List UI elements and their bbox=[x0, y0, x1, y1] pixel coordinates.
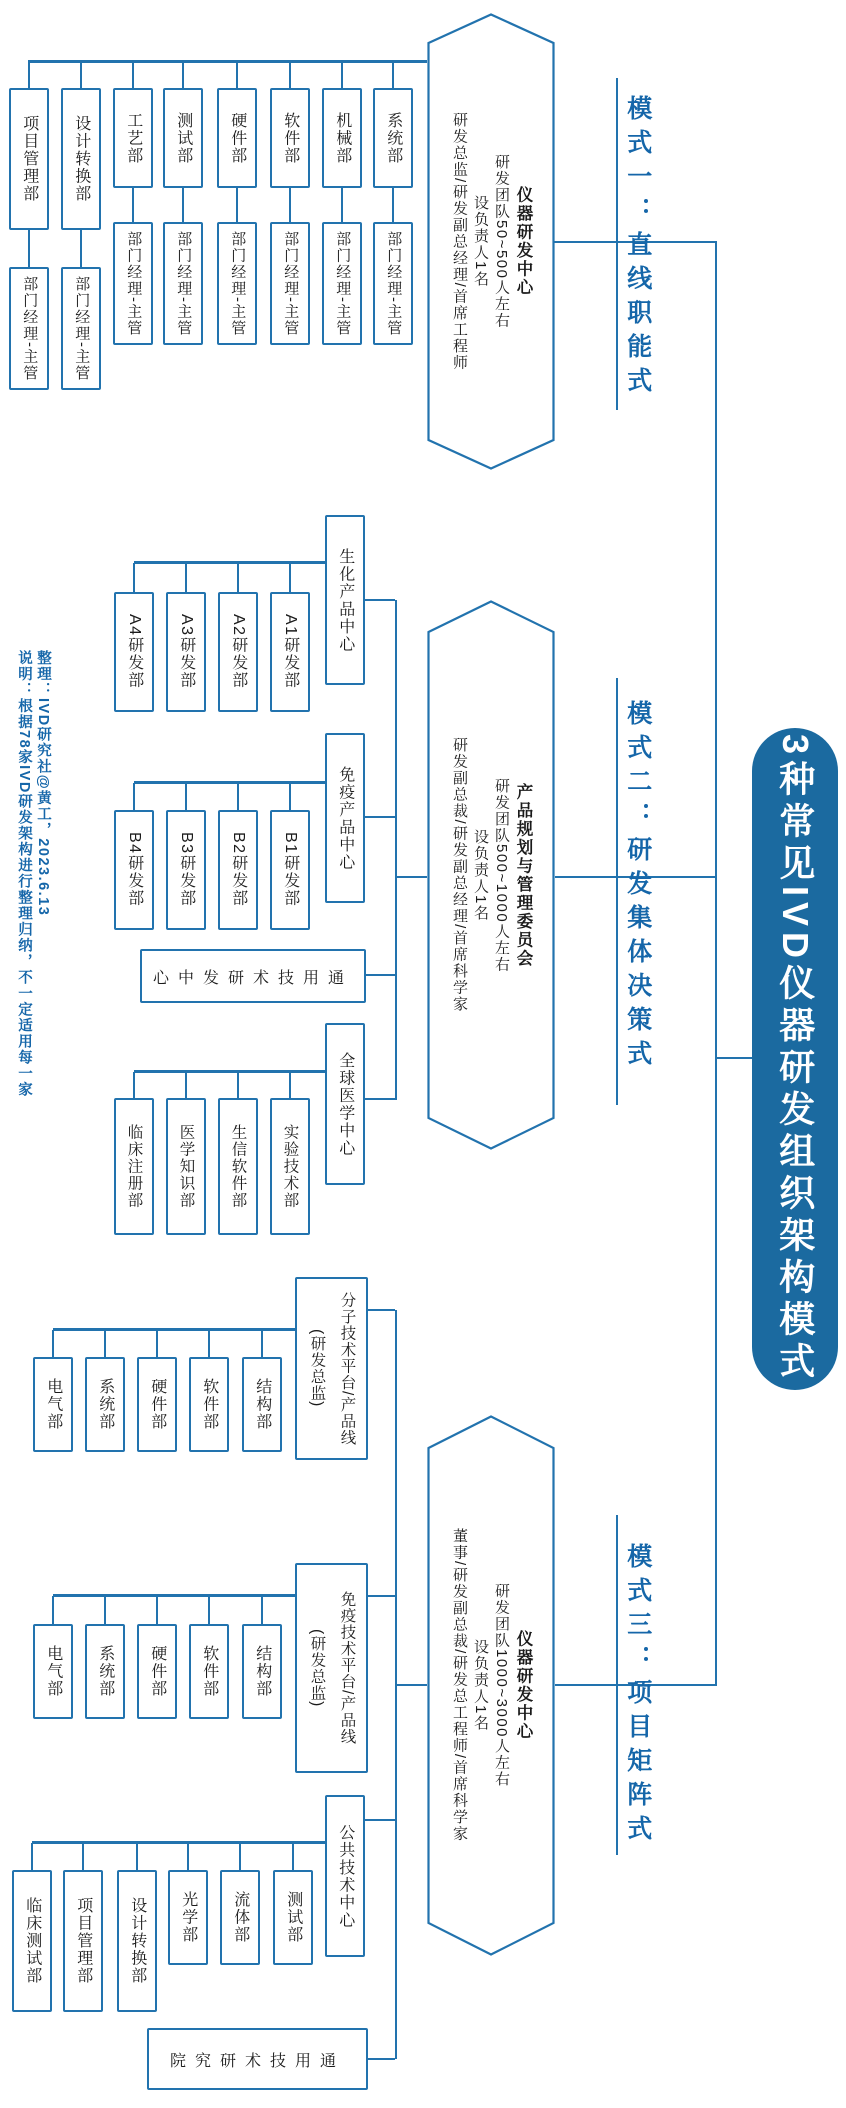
m1-child-line bbox=[132, 187, 134, 223]
m2-bus-line bbox=[395, 600, 397, 1100]
m3-dept-box-1-4 bbox=[33, 1624, 73, 1719]
m1-drop-line bbox=[132, 61, 134, 89]
hexagon-text-line: 研发总监/研发副总经理/首席工程师 bbox=[451, 112, 468, 371]
box-label: 软件部 bbox=[200, 1378, 218, 1431]
m1-drop-line bbox=[28, 61, 30, 89]
box-label: 结构部 bbox=[253, 1645, 271, 1698]
box-label: 免疫技术平台/产品线 bbox=[338, 1591, 356, 1745]
m3-drop-line bbox=[239, 1843, 241, 1870]
mode1-hexagon bbox=[427, 13, 555, 470]
mode2-label bbox=[620, 700, 654, 1080]
m2-dept-box-1-2 bbox=[166, 810, 206, 930]
box-label: 电气部 bbox=[44, 1378, 62, 1431]
box-label: 软件部 bbox=[281, 111, 299, 165]
mode3-hexagon bbox=[427, 1415, 555, 1956]
m3-dept-box-1-2 bbox=[137, 1624, 177, 1719]
m2-dept-box-0-1 bbox=[218, 592, 258, 712]
m1-drop-line bbox=[236, 61, 238, 89]
m3-drop-line bbox=[104, 1330, 106, 1357]
box-label: 设计转换部 bbox=[128, 1897, 146, 1985]
m2-center-box-3 bbox=[325, 1023, 365, 1185]
m3-hex-stub-line bbox=[395, 1684, 427, 1686]
m3-dept-box-2-1 bbox=[220, 1870, 260, 1965]
m3-drop-line bbox=[208, 1330, 210, 1357]
box-label: 通用技术研究院 bbox=[169, 2052, 345, 2070]
m1-manager-box-6 bbox=[61, 267, 101, 390]
hexagon-text-line: 研发团队50~500人左右 bbox=[493, 154, 510, 329]
m1-drop-line bbox=[80, 61, 82, 89]
box-label: 部门经理-主管 bbox=[73, 275, 91, 382]
box-label: 项目管理部 bbox=[74, 1897, 92, 1985]
box-label: 部门经理-主管 bbox=[21, 275, 39, 382]
box-label: B4研发部 bbox=[125, 832, 143, 908]
note-line: 整理：IVD研究社@黄工，2023.6.13 bbox=[35, 650, 51, 917]
spine-line bbox=[715, 242, 717, 1686]
box-label: 硬件部 bbox=[148, 1378, 166, 1431]
m3-platform-stub-line bbox=[365, 1819, 395, 1821]
m1-manager-box-2 bbox=[270, 222, 310, 345]
m2-label-underline bbox=[616, 678, 618, 1105]
m3-drop-line bbox=[31, 1843, 33, 1870]
m2-hex-stub-line bbox=[395, 876, 427, 878]
box-label: 系统部 bbox=[96, 1645, 114, 1698]
m3-label-underline bbox=[616, 1515, 618, 1855]
m1-manager-box-7 bbox=[9, 267, 49, 390]
m2-dept-box-3-0 bbox=[270, 1098, 310, 1235]
box-label: 设计转换部 bbox=[72, 115, 90, 203]
m2-drop-line bbox=[289, 783, 291, 810]
m1-drop-line bbox=[289, 61, 291, 89]
m1-label-underline bbox=[616, 78, 618, 410]
box-label: 公共技术中心 bbox=[336, 1823, 354, 1929]
m3-platform-stub-line bbox=[368, 2058, 395, 2060]
m3-row-bus-line bbox=[32, 1841, 325, 1844]
m3-row-bus-line bbox=[53, 1328, 295, 1331]
m2-drop-line bbox=[185, 563, 187, 592]
hexagon-text-line: 产品规划与管理委员会 bbox=[514, 782, 532, 968]
box-label: A4研发部 bbox=[125, 614, 143, 690]
mode3-label bbox=[620, 1543, 654, 1849]
m3-dept-box-0-0 bbox=[242, 1357, 282, 1452]
m1-dept-box-6 bbox=[61, 88, 101, 230]
m3-dept-box-2-0 bbox=[273, 1870, 313, 1965]
m2-dept-box-3-3 bbox=[114, 1098, 154, 1235]
box-label: 部门经理-主管 bbox=[282, 230, 300, 337]
box-label: 全球医学中心 bbox=[336, 1051, 354, 1157]
m2-drop-line bbox=[237, 783, 239, 810]
hexagon-text-line: 研发团队1000~3000人左右 bbox=[493, 1583, 510, 1788]
m2-dept-box-3-2 bbox=[166, 1098, 206, 1235]
m1-bus-line bbox=[28, 60, 427, 63]
m1-child-line bbox=[392, 187, 394, 223]
box-label: 部门经理-主管 bbox=[125, 230, 143, 337]
box-label: 硬件部 bbox=[148, 1645, 166, 1698]
m3-dept-box-1-1 bbox=[189, 1624, 229, 1719]
m2-drop-line bbox=[237, 1072, 239, 1098]
m3-dept-box-0-1 bbox=[189, 1357, 229, 1452]
m3-platform-stub-line bbox=[368, 1309, 395, 1311]
m2-dept-box-0-0 bbox=[270, 592, 310, 712]
m3-drop-line bbox=[292, 1843, 294, 1870]
m3-platform-box-0 bbox=[295, 1277, 368, 1460]
m1-manager-box-1 bbox=[322, 222, 362, 345]
box-label: 结构部 bbox=[253, 1378, 271, 1431]
m1-dept-box-7 bbox=[9, 88, 49, 230]
hexagon-text-line: 研发团队500~1000人左右 bbox=[493, 777, 510, 973]
box-label: 生化产品中心 bbox=[336, 547, 354, 653]
box-label: 机械部 bbox=[333, 111, 351, 165]
m2-drop-line bbox=[289, 563, 291, 592]
m1-child-line bbox=[80, 229, 82, 268]
m3-platform-stub-line bbox=[368, 1595, 395, 1597]
m3-dept-box-0-3 bbox=[85, 1357, 125, 1452]
m2-drop-line bbox=[185, 1072, 187, 1098]
box-label: 软件部 bbox=[200, 1645, 218, 1698]
m1-drop-line bbox=[341, 61, 343, 89]
m2-drop-line bbox=[133, 783, 135, 810]
box-label: (研发总监) bbox=[308, 1329, 326, 1408]
m1-dept-box-0 bbox=[373, 88, 413, 188]
main-title: 3种常见IVD仪器研发组织架构模式 bbox=[774, 733, 816, 1385]
m3-dept-box-0-4 bbox=[33, 1357, 73, 1452]
hexagon-text-line: 仪器研发中心 bbox=[514, 186, 532, 297]
m2-row-bus-line bbox=[134, 781, 325, 784]
hexagon-text-line: 设负责人1名 bbox=[472, 828, 489, 922]
m3-dept-box-1-0 bbox=[242, 1624, 282, 1719]
box-label: 临床测试部 bbox=[23, 1897, 41, 1985]
m2-center-box-2 bbox=[140, 949, 366, 1003]
m1-manager-box-3 bbox=[217, 222, 257, 345]
box-label: B2研发部 bbox=[229, 832, 247, 908]
m3-dept-box-2-5 bbox=[12, 1870, 52, 2012]
m1-child-line bbox=[182, 187, 184, 223]
credit-notes bbox=[12, 650, 52, 1170]
mode-label-text: 模式二：研发集体决策式 bbox=[623, 700, 652, 1074]
box-label: 部门经理-主管 bbox=[334, 230, 352, 337]
box-label: 临床注册部 bbox=[125, 1124, 143, 1209]
m2-center-stub-line bbox=[365, 816, 395, 818]
box-label: 硬件部 bbox=[228, 111, 246, 165]
m3-drop-line bbox=[156, 1330, 158, 1357]
m2-dept-box-0-3 bbox=[114, 592, 154, 712]
m1-manager-box-4 bbox=[163, 222, 203, 345]
m2-drop-line bbox=[237, 563, 239, 592]
mode2-hexagon bbox=[427, 600, 555, 1150]
box-label: 通用技术研发中心 bbox=[152, 969, 353, 987]
m2-dept-box-1-1 bbox=[218, 810, 258, 930]
hexagon-text-line: 董事/研发副总裁/研发总工程师/首席科学家 bbox=[451, 1528, 468, 1843]
box-label: 部门经理-主管 bbox=[229, 230, 247, 337]
m1-drop-line bbox=[182, 61, 184, 89]
m3-dept-box-2-2 bbox=[168, 1870, 208, 1965]
box-label: 医学知识部 bbox=[177, 1124, 195, 1209]
note-line: 说明：根据78家IVD研发架构进行整理归纳，不一定适用每一家 bbox=[16, 650, 32, 1098]
box-label: 测试部 bbox=[174, 111, 192, 165]
box-label: 系统部 bbox=[96, 1378, 114, 1431]
m3-drop-line bbox=[52, 1330, 54, 1357]
m1-dept-box-1 bbox=[322, 88, 362, 188]
mode-label-text: 模式三：项目矩阵式 bbox=[623, 1543, 652, 1849]
m1-child-line bbox=[28, 229, 30, 268]
mode-label-text: 模式一：直线职能式 bbox=[623, 95, 652, 401]
m3-drop-line bbox=[104, 1596, 106, 1624]
box-label: 工艺部 bbox=[124, 111, 142, 165]
m1-drop-line bbox=[392, 61, 394, 89]
box-label: 项目管理部 bbox=[20, 115, 38, 203]
m3-drop-line bbox=[187, 1843, 189, 1870]
m2-drop-line bbox=[133, 563, 135, 592]
m2-row-bus-line bbox=[134, 1070, 325, 1073]
hexagon-text-line: 仪器研发中心 bbox=[514, 1630, 532, 1741]
m2-drop-line bbox=[289, 1072, 291, 1098]
box-label: 实验技术部 bbox=[281, 1124, 299, 1209]
m1-manager-box-5 bbox=[113, 222, 153, 345]
box-label: 流体部 bbox=[231, 1891, 249, 1944]
m2-center-stub-line bbox=[365, 1098, 395, 1100]
m3-dept-box-1-3 bbox=[85, 1624, 125, 1719]
m2-drop-line bbox=[133, 1072, 135, 1098]
m1-child-line bbox=[341, 187, 343, 223]
box-label: 部门经理-主管 bbox=[175, 230, 193, 337]
box-label: 光学部 bbox=[179, 1891, 197, 1944]
m3-row-bus-line bbox=[53, 1594, 295, 1597]
m2-dept-box-3-1 bbox=[218, 1098, 258, 1235]
m3-dept-box-0-2 bbox=[137, 1357, 177, 1452]
m2-center-box-1 bbox=[325, 733, 365, 903]
box-label: A1研发部 bbox=[281, 614, 299, 690]
m3-drop-line bbox=[261, 1330, 263, 1357]
box-label: 测试部 bbox=[284, 1891, 302, 1944]
m2-center-stub-line bbox=[365, 599, 395, 601]
m2-drop-line bbox=[185, 783, 187, 810]
m2-dept-box-1-0 bbox=[270, 810, 310, 930]
m1-dept-box-4 bbox=[163, 88, 203, 188]
m1-child-line bbox=[289, 187, 291, 223]
box-label: 免疫产品中心 bbox=[336, 765, 354, 871]
hexagon-text-line: 设负责人1名 bbox=[472, 1639, 489, 1732]
m2-row-bus-line bbox=[134, 561, 325, 564]
m3-drop-line bbox=[136, 1843, 138, 1870]
box-label: B1研发部 bbox=[281, 832, 299, 908]
m1-dept-box-3 bbox=[217, 88, 257, 188]
m2-center-box-0 bbox=[325, 515, 365, 685]
m3-drop-line bbox=[52, 1596, 54, 1624]
hexagon-text-line: 设负责人1名 bbox=[472, 195, 489, 288]
box-label: A2研发部 bbox=[229, 614, 247, 690]
box-label: 部门经理-主管 bbox=[385, 230, 403, 337]
m3-dept-box-2-4 bbox=[63, 1870, 103, 2012]
m3-dept-box-2-3 bbox=[117, 1870, 157, 2012]
m3-drop-line bbox=[208, 1596, 210, 1624]
capsule-stub-line bbox=[716, 1057, 752, 1059]
m2-dept-box-1-3 bbox=[114, 810, 154, 930]
center-capsule bbox=[752, 728, 838, 1390]
m3-platform-box-2 bbox=[325, 1795, 365, 1957]
m3-platform-box-1 bbox=[295, 1563, 368, 1773]
m3-institute-box bbox=[147, 2028, 368, 2090]
m2-center-stub-line bbox=[366, 974, 396, 976]
m3-drop-line bbox=[156, 1596, 158, 1624]
m2-dept-box-0-2 bbox=[166, 592, 206, 712]
hexagon-text-line: 研发副总裁/研发副总经理/首席科学家 bbox=[451, 737, 468, 1013]
m1-dept-box-2 bbox=[270, 88, 310, 188]
m1-dept-box-5 bbox=[113, 88, 153, 188]
m1-manager-box-0 bbox=[373, 222, 413, 345]
m3-drop-line bbox=[82, 1843, 84, 1870]
box-label: 生信软件部 bbox=[229, 1124, 247, 1209]
box-label: (研发总监) bbox=[308, 1628, 326, 1708]
box-label: 分子技术平台/产品线 bbox=[338, 1291, 356, 1446]
m3-drop-line bbox=[261, 1596, 263, 1624]
mode1-label bbox=[620, 95, 654, 415]
box-label: A3研发部 bbox=[177, 614, 195, 690]
box-label: 系统部 bbox=[384, 111, 402, 165]
box-label: B3研发部 bbox=[177, 832, 195, 908]
m1-child-line bbox=[236, 187, 238, 223]
box-label: 电气部 bbox=[44, 1645, 62, 1698]
